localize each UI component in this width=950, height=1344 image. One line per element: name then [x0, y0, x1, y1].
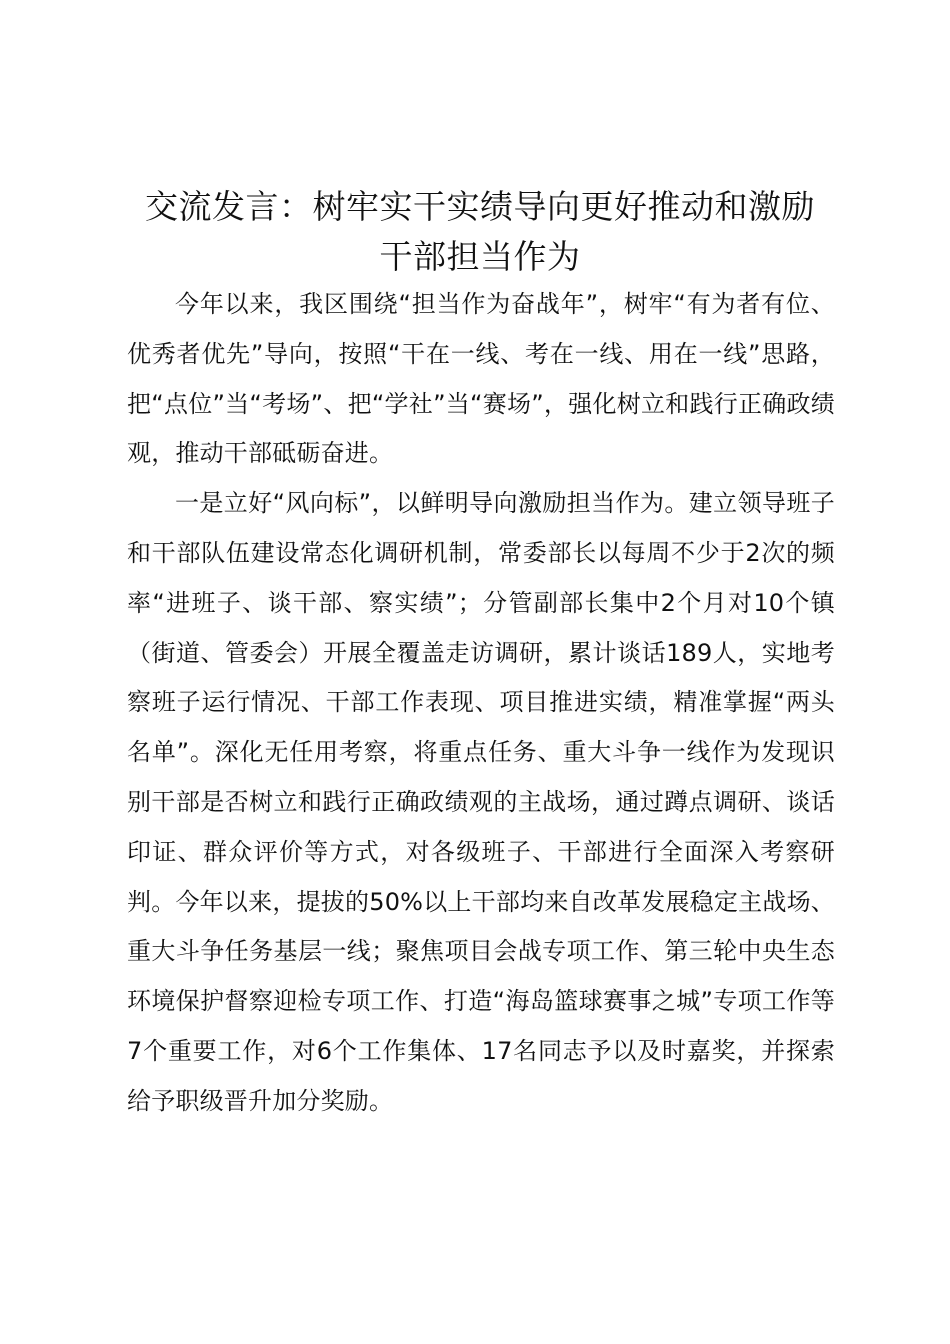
title-line-2: 干部担当作为 — [379, 237, 581, 276]
paragraph-point-one: 一是立好“风向标”，以鲜明导向激励担当作为。建立领导班子和干部队伍建设常态化调研机制，常委部长以每周不少于2次的频率“进班子、谈干部、察实绩”；分管副部长集中2个月对10个镇（街道、管委会）开展全覆盖走访调研，累计谈话189人，实地考察班子运行情况、干部工作表现、项目推进实绩，精准掌握“两头名单”。深化无任用考察，将重点任务、重大斗争一线作为发现识别干部是否树立和践行正确政绩观的主战场，通过蹲点调研、谈话印证、群众评价等方式，对各级班子、干部进行全面深入考察研判。今年以来，提拔的50%以上干部均来自改革发展稳定主战场、重大斗争任务基层一线；聚焦项目会战专项工作、第三轮中央生态环境保护督察迎检专项工作、打造“海岛篮球赛事之城”专项工作等7个重要工作，对6个工作集体、17名同志予以及时嘉奖，并探索给予职级晋升加分奖励。 — [127, 489, 835, 1115]
document-title — [110, 182, 850, 282]
document-body — [127, 280, 835, 1127]
title-line-1: 交流发言：树牢实干实绩导向更好推动和激励 — [145, 187, 815, 226]
paragraph-intro: 今年以来，我区围绕“担当作为奋战年”，树牢“有为者有位、优秀者优先”导向，按照“干在一线、考在一线、用在一线”思路，把“点位”当“考场”、把“学社”当“赛场”，强化树立和践行正确政绩观，推动干部砥砺奋进。 — [127, 290, 835, 468]
